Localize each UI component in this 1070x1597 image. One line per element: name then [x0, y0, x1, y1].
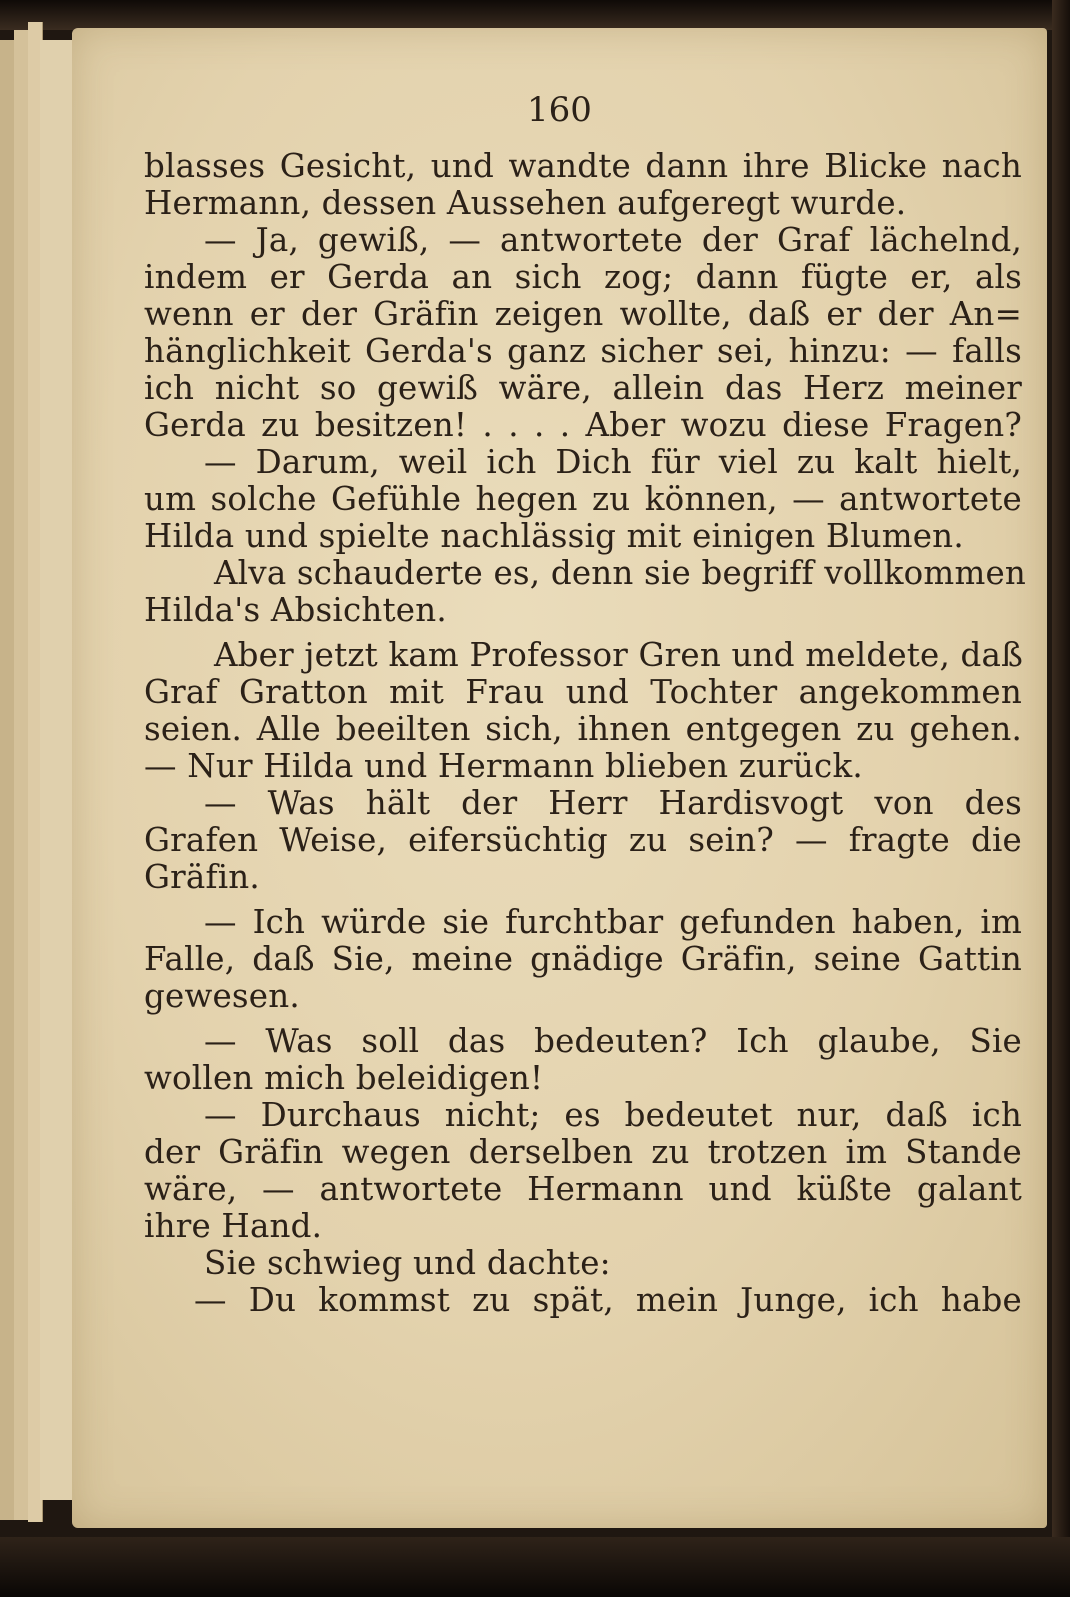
- page-number: 160: [527, 90, 592, 130]
- text-line: Grafen Weise, eifersüchtig zu sein? — fragte die: [144, 821, 1022, 859]
- text-line: Sie schwieg und dachte:: [204, 1244, 611, 1282]
- text-line: Aber jetzt kam Professor Gren und meldete, daß: [214, 636, 1024, 674]
- text-line: wollen mich beleidigen!: [144, 1059, 544, 1097]
- text-line: — Was hält der Herr Hardisvogt von des: [204, 784, 1022, 822]
- text-line: wäre, — antwortete Hermann und küßte galant: [144, 1170, 1022, 1208]
- text-line: — Ja, gewiß, — antwortete der Graf lächelnd,: [204, 221, 1022, 259]
- text-line: Alva schauderte es, denn sie begriff vollkommen: [214, 554, 1027, 592]
- text-line: Hilda und spielte nachlässig mit einigen Blumen.: [144, 517, 964, 555]
- text-line: Hilda's Absichten.: [144, 591, 447, 629]
- text-line: wenn er der Gräfin zeigen wollte, daß er der An=: [144, 295, 1022, 333]
- body-text: [144, 147, 1027, 1319]
- text-line: um solche Gefühle hegen zu können, — antwortete: [144, 480, 1022, 518]
- book-spine: [1052, 0, 1070, 1597]
- scan-top-shadow: [0, 0, 1070, 30]
- text-line: Falle, daß Sie, meine gnädige Gräfin, seine Gattin: [144, 940, 1022, 978]
- text-line: blasses Gesicht, und wandte dann ihre Blicke nach: [144, 147, 1022, 185]
- text-line: hänglichkeit Gerda's ganz sicher sei, hinzu: — falls: [144, 332, 1022, 370]
- scan-bottom-shadow: [0, 1537, 1070, 1597]
- text-line: — Darum, weil ich Dich für viel zu kalt hielt,: [204, 443, 1022, 481]
- text-line: — Nur Hilda und Hermann blieben zurück.: [144, 747, 863, 785]
- text-line: der Gräfin wegen derselben zu trotzen im Stande: [144, 1133, 1022, 1171]
- text-line: ihre Hand.: [144, 1207, 323, 1245]
- text-line: indem er Gerda an sich zog; dann fügte er, als: [144, 258, 1022, 296]
- text-line: ich nicht so gewiß wäre, allein das Herz meiner: [144, 369, 1022, 407]
- text-line: gewesen.: [144, 977, 300, 1015]
- text-line: Hermann, dessen Aussehen aufgeregt wurde.: [144, 184, 907, 222]
- text-line: Graf Gratton mit Frau und Tochter angekommen: [144, 673, 1022, 711]
- text-line: Gerda zu besitzen! . . . . Aber wozu diese Fragen?: [144, 406, 1022, 444]
- text-line: — Was soll das bedeuten? Ich glaube, Sie: [204, 1022, 1022, 1060]
- text-line: — Du kommst zu spät, mein Junge, ich habe: [194, 1281, 1022, 1319]
- text-line: Gräfin.: [144, 858, 260, 896]
- text-line: — Durchaus nicht; es bedeutet nur, daß ich: [204, 1096, 1022, 1134]
- text-line: — Ich würde sie furchtbar gefunden haben, im: [204, 903, 1022, 941]
- text-line: seien. Alle beeilten sich, ihnen entgegen zu gehen.: [144, 710, 1022, 748]
